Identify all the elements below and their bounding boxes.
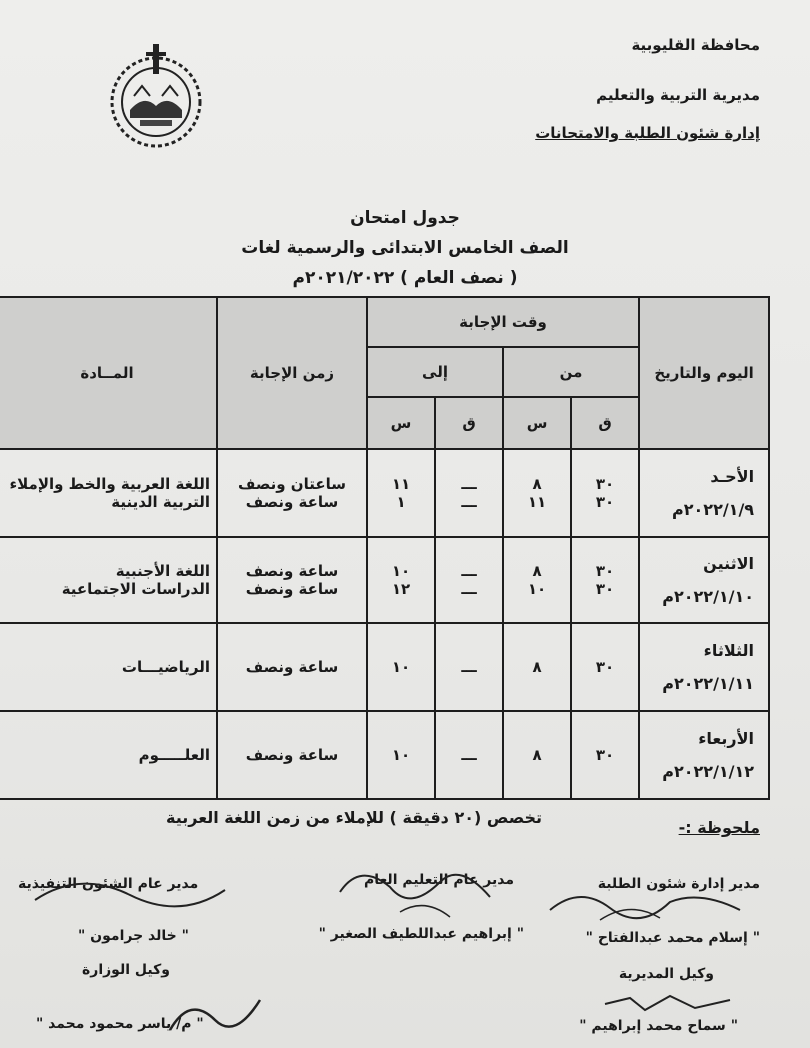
from-hour-cell xyxy=(503,537,571,623)
signature-title-executive-affairs: مدير عام الشئون التنفيذية xyxy=(18,876,199,892)
exam-date: ٢٠٢٢/١/٩م xyxy=(672,500,755,519)
header-to: إلى xyxy=(367,347,503,397)
from-hour-cell: ٨ xyxy=(503,623,571,711)
day-date-cell xyxy=(639,537,769,623)
handwritten-signature-icon xyxy=(540,880,750,930)
day-name: الثلاثاء xyxy=(703,641,755,660)
duration: ساعة ونصف xyxy=(245,493,339,511)
department-name: إدارة شئون الطلبة والامتحانات xyxy=(535,124,760,142)
signature-name-general-education: " إبراهيم عبداللطيف الصغير " xyxy=(318,926,524,942)
duration: ساعة ونصف xyxy=(245,562,339,580)
header-answer-time: وقت الإجابة xyxy=(367,297,639,347)
exam-date: ٢٠٢٢/١/١٢م xyxy=(662,762,755,781)
table-row xyxy=(0,449,769,537)
header-to-hour: س xyxy=(367,397,435,449)
to-hour-cell xyxy=(367,537,435,623)
table-row xyxy=(0,623,769,711)
signature-name-directorate-deputy: " سماح محمد إبراهيم " xyxy=(579,1018,738,1034)
subject: التربية الدينية xyxy=(111,493,210,511)
subject-cell xyxy=(0,537,217,623)
duration: ساعة ونصف xyxy=(245,580,339,598)
header-from-hour: س xyxy=(503,397,571,449)
to-minute-cell: ـــ xyxy=(435,623,503,711)
day-date-cell xyxy=(639,623,769,711)
handwritten-signature-icon xyxy=(600,984,740,1020)
duration-cell xyxy=(217,449,367,537)
from-minute: ٣٠ xyxy=(595,580,615,598)
subject: اللغة العربية والخط والإملاء xyxy=(9,475,210,493)
grade-subtitle: الصف الخامس الابتدائى والرسمية لغات xyxy=(241,238,569,258)
header-from: من xyxy=(503,347,639,397)
from-hour: ٨ xyxy=(532,475,542,493)
subject-cell: الرياضيـــات xyxy=(0,623,217,711)
to-minute-cell xyxy=(435,449,503,537)
duration-cell: ساعة ونصف xyxy=(217,711,367,799)
subject: الدراسات الاجتماعية xyxy=(61,580,210,598)
table-row xyxy=(0,711,769,799)
from-minute: ٣٠ xyxy=(595,475,615,493)
from-minute-cell: ٣٠ xyxy=(571,623,639,711)
directorate-name: مديرية التربية والتعليم xyxy=(596,86,760,104)
exam-date: ٢٠٢٢/١/١١م xyxy=(662,674,755,693)
from-minute-cell xyxy=(571,537,639,623)
from-hour: ١١ xyxy=(527,493,547,511)
signature-title-directorate-deputy: وكيل المديرية xyxy=(618,966,714,982)
subject: اللغة الأجنبية xyxy=(115,562,210,580)
header-subject: المــادة xyxy=(0,297,217,449)
to-minute: ـــ xyxy=(461,580,477,598)
handwritten-signature-icon xyxy=(30,870,230,920)
day-name: الأحـد xyxy=(710,467,755,486)
header-to-minute: ق xyxy=(435,397,503,449)
to-minute-cell xyxy=(435,537,503,623)
subject-cell: العلـــــوم xyxy=(0,711,217,799)
from-minute: ٣٠ xyxy=(595,493,615,511)
signature-name-students-affairs: " إسلام محمد عبدالفتاح " xyxy=(585,930,760,946)
governorate-name: محافظة القليوبية xyxy=(631,36,760,54)
to-minute-cell: ـــ xyxy=(435,711,503,799)
from-hour: ١٠ xyxy=(527,580,547,598)
subject-cell xyxy=(0,449,217,537)
governorate-logo-icon xyxy=(96,40,214,148)
day-name: الأربعاء xyxy=(698,729,755,748)
to-hour: ١١ xyxy=(391,475,411,493)
header-duration: زمن الإجابة xyxy=(217,297,367,449)
exam-date: ٢٠٢٢/١/١٠م xyxy=(662,587,755,606)
to-hour-cell: ١٠ xyxy=(367,711,435,799)
term-subtitle: ( نصف العام ) ٢٠٢١/٢٠٢٢م xyxy=(292,268,518,288)
day-date-cell xyxy=(639,711,769,799)
duration: ساعتان ونصف xyxy=(237,475,346,493)
to-hour-cell xyxy=(367,449,435,537)
note-label: ملحوظة :- xyxy=(678,818,760,837)
duration-cell: ساعة ونصف xyxy=(217,623,367,711)
to-minute: ـــ xyxy=(461,562,477,580)
to-hour: ١٢ xyxy=(391,580,411,598)
to-minute: ـــ xyxy=(461,475,477,493)
from-hour-cell: ٨ xyxy=(503,711,571,799)
day-name: الاثنين xyxy=(703,554,755,573)
signature-name-ministry-deputy: " م/ ياسر محمود محمد " xyxy=(36,1016,204,1032)
signature-title-ministry-deputy: وكيل الوزارة xyxy=(82,962,170,978)
to-hour: ١٠ xyxy=(391,562,411,580)
from-minute-cell: ٣٠ xyxy=(571,711,639,799)
signature-title-students-affairs: مدير إدارة شئون الطلبة xyxy=(597,876,760,892)
to-hour-cell: ١٠ xyxy=(367,623,435,711)
note-text: تخصص (٢٠ دقيقة ) للإملاء من زمن اللغة العربية xyxy=(166,808,542,827)
to-hour: ١ xyxy=(396,493,406,511)
header-from-minute: ق xyxy=(571,397,639,449)
header-day-date: اليوم والتاريخ xyxy=(639,297,769,449)
schedule-title: جدول امتحان xyxy=(350,208,460,228)
duration-cell xyxy=(217,537,367,623)
from-hour: ٨ xyxy=(532,562,542,580)
from-minute-cell xyxy=(571,449,639,537)
day-date-cell xyxy=(639,449,769,537)
from-minute: ٣٠ xyxy=(595,562,615,580)
to-minute: ـــ xyxy=(461,493,477,511)
signature-title-general-education: مدير عام التعليم العام xyxy=(364,872,514,888)
table-row xyxy=(0,537,769,623)
from-hour-cell xyxy=(503,449,571,537)
signature-name-executive-affairs: " خالد جرامون " xyxy=(78,928,189,944)
exam-schedule-table xyxy=(0,296,770,800)
handwritten-signature-icon xyxy=(160,990,270,1040)
handwritten-signature-icon xyxy=(330,852,500,932)
